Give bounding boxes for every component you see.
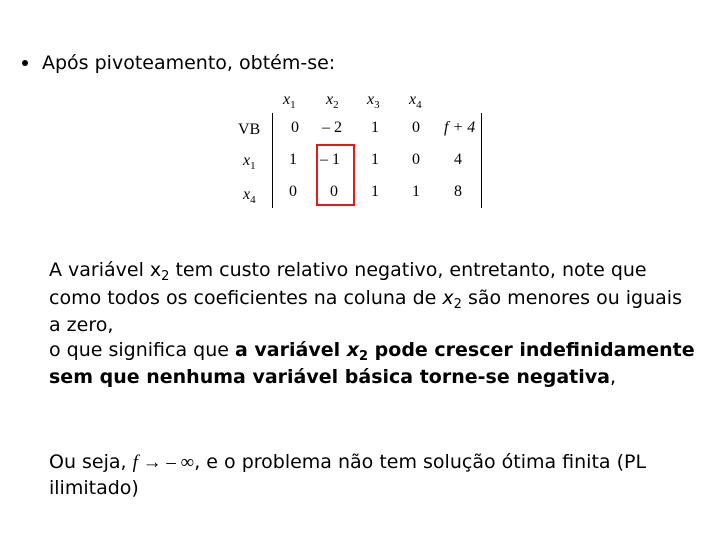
row-label-x1: $x_1$ [243,152,256,172]
col-header-x2: $x_2$ [326,91,339,111]
table-cell: 0 [289,183,297,200]
bullet-heading-text: Após pivoteamento, obtém-se: [42,52,336,74]
table-cell: 1 [371,183,379,200]
table-cell: 1 [289,151,297,168]
table-cell: 1 [371,119,379,136]
table-rhs: f + 4 [444,119,476,136]
row-label-x4: $x_4$ [243,186,256,206]
table-rhs: 8 [454,183,462,200]
text-line: ilimitado) [49,476,139,499]
table-cell: 0 [412,151,420,168]
table-cell: 1 [412,183,420,200]
col-header-x1: $x_1$ [283,91,296,111]
table-cell: – 2 [322,119,342,136]
text-line: como todos os coeficientes na coluna de $x_2$ são menores ou iguais [49,286,682,312]
table-cell: 0 [291,119,299,136]
col-header-x3: $x_3$ [367,91,380,111]
bullet-dot-icon [22,60,28,66]
explanation-paragraph [49,258,695,390]
text-line: a zero, [49,314,114,336]
table-cell: – 1 [320,151,340,168]
table-cell: 0 [412,119,420,136]
tableau-right-divider [481,113,482,208]
bullet-heading [22,52,335,74]
text-line: sem que nenhuma variável básica torne-se negativa, [49,366,617,388]
tableau-left-divider [272,113,273,208]
row-label-vb: VB [238,121,261,138]
text-line: o que significa que a variável $x_2$ pode crescer indefinidamente [49,338,695,364]
col-header-x4: $x_4$ [409,91,422,111]
text-line: A variável $x_2$ tem custo relativo negativo, entretanto, note que [49,259,647,284]
table-rhs: 4 [454,151,462,168]
conclusion-paragraph [49,450,646,500]
table-cell: 1 [371,151,379,168]
text-line: Ou seja, f → – ∞, e o problema não tem solução ótima finita (PL [49,451,647,473]
table-cell: 0 [330,183,338,200]
